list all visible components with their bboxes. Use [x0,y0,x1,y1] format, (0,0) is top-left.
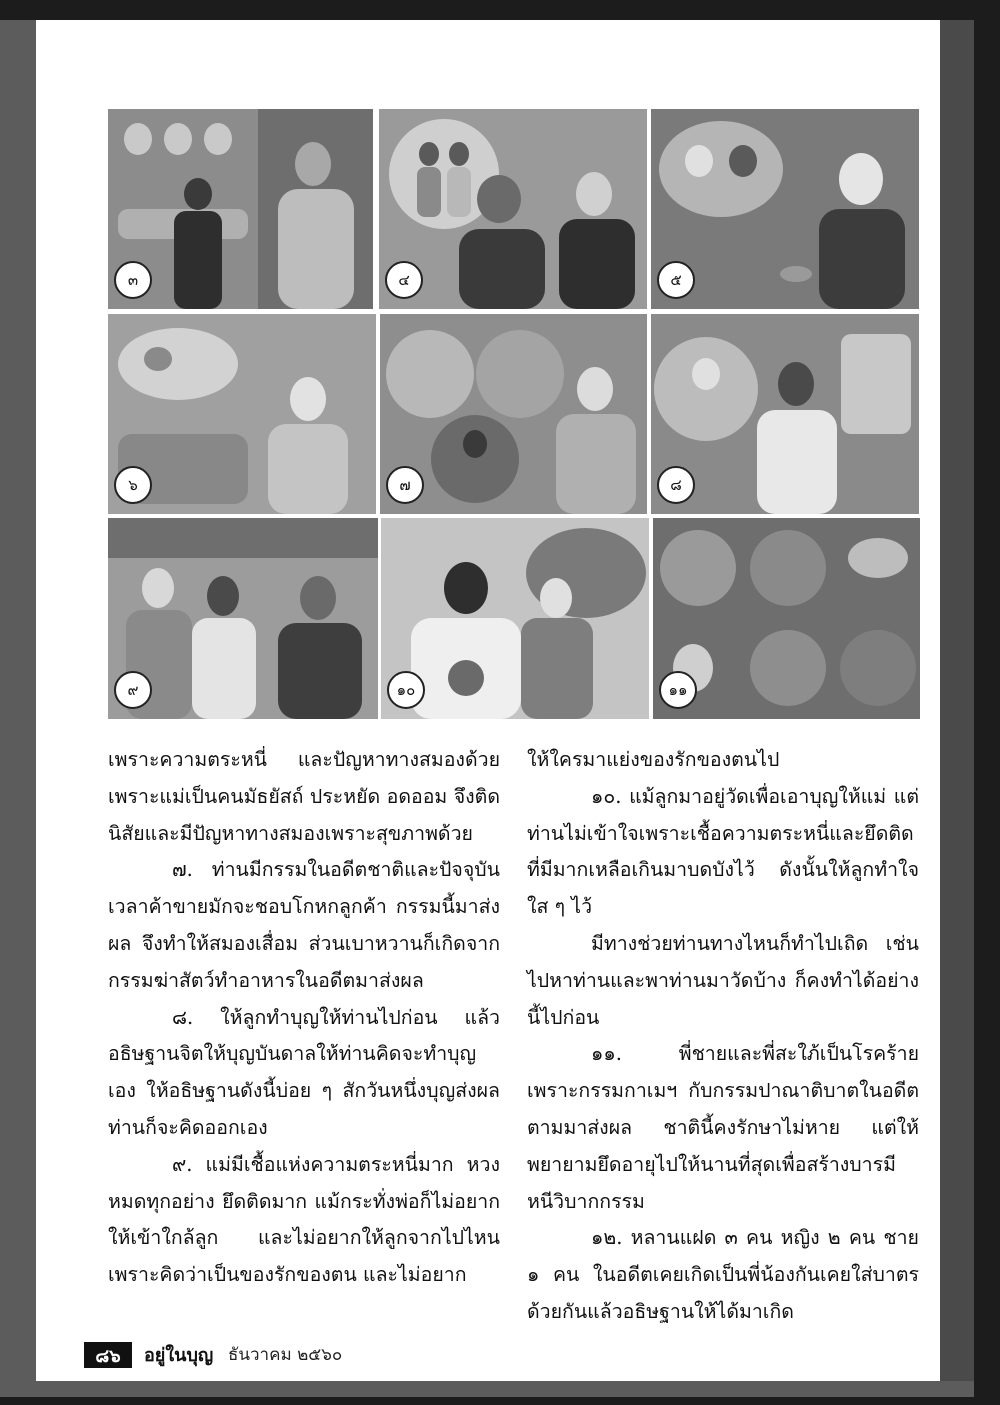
panel-number-badge: ๘ [657,466,695,504]
right-paragraph-3: มีทางช่วยท่านทางไหนก็ทำไปเถิด เช่น ไปหาท่านและพาท่านมาวัดบ้าง ก็คงทำได้อย่างนี้ไปก่อน [527,931,919,1029]
scan-frame-top [0,0,1000,20]
right-paragraph-1: ให้ใครมาแย่งของรักของตนไป [527,748,780,771]
illustration-panel-5 [651,109,919,309]
scan-frame-bottom [0,1397,1000,1405]
panel-number-badge: ๙ [114,671,152,709]
panel-number-badge: ๔ [385,261,423,299]
right-paragraph-2: ๑๐. แม้ลูกมาอยู่วัดเพื่อเอาบุญให้แม่ แต่ท่านไม่เข้าใจเพราะเชื้อความตระหนี่และยึดติดที่มีมากเหลือเกินมาบดบังไว้ ดังนั้นให้ลูกทำใจใส ๆ ไว้ [527,784,919,919]
page-edge-left [0,20,36,1397]
left-paragraph-3: ๘. ให้ลูกทำบุญให้ท่านไปก่อน แล้วอธิษฐานจิตให้บุญบันดาลให้ท่านคิดจะทำบุญเอง ให้อธิษฐานดังนี้บ่อย ๆ สักวันหนึ่งบุญส่งผล ท่านก็จะคิดออกเอง [108,1005,500,1139]
panel-number-badge: ๑๐ [387,671,425,709]
illustration-panel-10 [381,518,649,719]
left-paragraph-2: ๗. ท่านมีกรรมในอดีตชาติและปัจจุบัน เวลาค้าขายมักจะชอบโกหกลูกค้า กรรมนี้มาส่งผล จึงทำให้สมองเสื่อม ส่วนเบาหวานก็เกิดจากกรรมฆ่าสัตว์ทำอาหารในอดีตมาส่งผล [108,858,500,992]
panel-number-badge: ๕ [657,261,695,299]
scan-frame-right [974,0,1000,1405]
page-number: ๘๖ [84,1342,132,1368]
illustration-panel-9 [108,518,378,719]
panel-number-badge: ๖ [114,466,152,504]
panel-number-badge: ๗ [386,466,424,504]
right-paragraph-5: ๑๒. หลานแฝด ๓ คน หญิง ๒ คน ชาย ๑ คน ในอดีตเคยเกิดเป็นพี่น้องกันเคยใส่บาตรด้วยกันแล้วอธิษฐานให้ได้มาเกิด [527,1226,919,1323]
panel-number-badge: ๓ [114,261,152,299]
left-text-column [108,742,500,1294]
illustration-panel-11 [653,518,920,719]
right-paragraph-4: ๑๑. พี่ชายและพี่สะใภ้เป็นโรคร้าย เพราะกรรมกาเมฯ กับกรรมปาณาติบาตในอดีตตามมาส่งผล ชาตินี้คงรักษาไม่หาย แต่ให้พยายามยึดอายุไปให้นานที่สุดเพื่อสร้างบารมีหนีวิบากกรรม [527,1042,919,1213]
illustration-panel-3 [108,109,373,309]
magazine-title: อยู่ในบุญ [144,1345,214,1366]
left-paragraph-1: เพราะความตระหนี่ และปัญหาทางสมองด้วย เพราะแม่เป็นคนมัธยัสถ์ ประหยัด อดออม จึงติดนิสัยและมีปัญหาทางสมองเพราะสุขภาพด้วย [108,748,500,845]
illustration-panel-8 [651,314,919,514]
illustration-panel-7 [380,314,647,514]
left-paragraph-4: ๙. แม่มีเชื้อแห่งความตระหนี่มาก หวงหมดทุกอย่าง ยึดติดมาก แม้กระทั่งพ่อก็ไม่อยากให้เข้าใกล้ลูก และไม่อยากให้ลูกจากไปไหน เพราะคิดว่าเป็นของรักของตน และไม่อยาก [108,1152,500,1287]
illustration-panel-4 [379,109,647,309]
page-edge-bottom [0,1381,974,1397]
panel-number-badge: ๑๑ [659,671,697,709]
page-edge-right [940,20,974,1397]
illustration-panel-6 [108,314,376,514]
right-text-column [527,742,919,1331]
issue-date: ธันวาคม ๒๕๖๐ [228,1345,343,1365]
